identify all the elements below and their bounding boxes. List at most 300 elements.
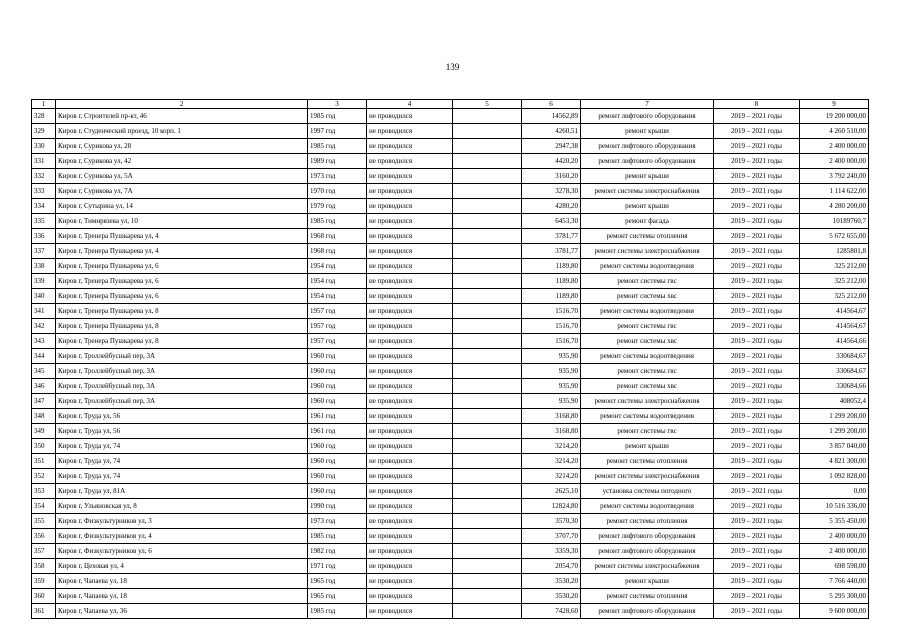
- table-row: [32, 274, 869, 289]
- area-cell: 3359,30: [522, 544, 581, 559]
- row-number: 335: [32, 214, 56, 229]
- previous-repair-cell: не проводился: [367, 334, 453, 349]
- empty-cell: [453, 304, 522, 319]
- area-cell: 935,90: [522, 364, 581, 379]
- area-cell: 3168,80: [522, 424, 581, 439]
- row-number: 329: [32, 124, 56, 139]
- table-row: [32, 484, 869, 499]
- table-row: [32, 349, 869, 364]
- cost-cell: 19 200 000,00: [800, 109, 869, 124]
- work-type-cell: ремонт системы отопления: [581, 514, 714, 529]
- repair-schedule-table: [31, 99, 869, 619]
- table-row: [32, 214, 869, 229]
- period-cell: 2019 – 2021 годы: [714, 349, 800, 364]
- build-year-cell: 1960 год: [308, 379, 367, 394]
- table-row: [32, 514, 869, 529]
- page-number: 139: [445, 62, 460, 72]
- build-year-cell: 1985 год: [308, 109, 367, 124]
- address-cell: Киров г, Строителей пр-кт, 46: [56, 109, 308, 124]
- build-year-cell: 1954 год: [308, 274, 367, 289]
- cost-cell: 5 672 655,00: [800, 229, 869, 244]
- row-number: 334: [32, 199, 56, 214]
- cost-cell: 325 212,00: [800, 259, 869, 274]
- previous-repair-cell: не проводился: [367, 544, 453, 559]
- empty-cell: [453, 244, 522, 259]
- work-type-cell: ремонт системы электроснабжения: [581, 394, 714, 409]
- empty-cell: [453, 409, 522, 424]
- row-number: 352: [32, 469, 56, 484]
- period-cell: 2019 – 2021 годы: [714, 424, 800, 439]
- empty-cell: [453, 184, 522, 199]
- row-number: 361: [32, 604, 56, 619]
- period-cell: 2019 – 2021 годы: [714, 364, 800, 379]
- empty-cell: [453, 199, 522, 214]
- cost-cell: 4 280 200,00: [800, 199, 869, 214]
- period-cell: 2019 – 2021 годы: [714, 469, 800, 484]
- cost-cell: 2 400 000,00: [800, 139, 869, 154]
- work-type-cell: ремонт фасада: [581, 214, 714, 229]
- empty-cell: [453, 544, 522, 559]
- column-number: 9: [800, 100, 869, 109]
- build-year-cell: 1985 год: [308, 214, 367, 229]
- work-type-cell: ремонт системы отопления: [581, 229, 714, 244]
- address-cell: Киров г, Троллейбусный пер, 3А: [56, 379, 308, 394]
- area-cell: 1516,70: [522, 319, 581, 334]
- work-type-cell: ремонт системы электроснабжения: [581, 184, 714, 199]
- previous-repair-cell: не проводился: [367, 199, 453, 214]
- work-type-cell: ремонт системы гвс: [581, 364, 714, 379]
- period-cell: 2019 – 2021 годы: [714, 454, 800, 469]
- area-cell: 3530,20: [522, 589, 581, 604]
- period-cell: 2019 – 2021 годы: [714, 529, 800, 544]
- build-year-cell: 1979 год: [308, 199, 367, 214]
- address-cell: Киров г, Труда ул, 81А: [56, 484, 308, 499]
- build-year-cell: 1985 год: [308, 529, 367, 544]
- previous-repair-cell: не проводился: [367, 109, 453, 124]
- build-year-cell: 1960 год: [308, 364, 367, 379]
- work-type-cell: ремонт системы хвс: [581, 334, 714, 349]
- work-type-cell: ремонт лифтового оборудования: [581, 109, 714, 124]
- empty-cell: [453, 394, 522, 409]
- work-type-cell: ремонт системы водоотведения: [581, 349, 714, 364]
- cost-cell: 330684,66: [800, 379, 869, 394]
- area-cell: 2054,70: [522, 559, 581, 574]
- work-type-cell: ремонт крыши: [581, 124, 714, 139]
- work-type-cell: ремонт системы хвс: [581, 289, 714, 304]
- previous-repair-cell: не проводился: [367, 349, 453, 364]
- empty-cell: [453, 514, 522, 529]
- empty-cell: [453, 334, 522, 349]
- previous-repair-cell: не проводился: [367, 424, 453, 439]
- row-number: 343: [32, 334, 56, 349]
- previous-repair-cell: не проводился: [367, 154, 453, 169]
- period-cell: 2019 – 2021 годы: [714, 604, 800, 619]
- cost-cell: 5 355 450,00: [800, 514, 869, 529]
- address-cell: Киров г, Сурикова ул, 5А: [56, 169, 308, 184]
- table-row: [32, 169, 869, 184]
- cost-cell: 1 114 622,00: [800, 184, 869, 199]
- previous-repair-cell: не проводился: [367, 514, 453, 529]
- work-type-cell: ремонт системы водоотведения: [581, 304, 714, 319]
- area-cell: 1189,80: [522, 274, 581, 289]
- period-cell: 2019 – 2021 годы: [714, 229, 800, 244]
- empty-cell: [453, 469, 522, 484]
- empty-cell: [453, 484, 522, 499]
- address-cell: Киров г, Тренера Пушкарева ул, 8: [56, 334, 308, 349]
- address-cell: Киров г, Троллейбусный пер, 3А: [56, 364, 308, 379]
- area-cell: 3707,70: [522, 529, 581, 544]
- column-number: 3: [308, 100, 367, 109]
- address-cell: Киров г, Труда ул, 74: [56, 469, 308, 484]
- cost-cell: 414564,66: [800, 334, 869, 349]
- build-year-cell: 1960 год: [308, 439, 367, 454]
- address-cell: Киров г, Тренера Пушкарева ул, 4: [56, 244, 308, 259]
- table-row: [32, 424, 869, 439]
- address-cell: Киров г, Цеховая ул, 4: [56, 559, 308, 574]
- period-cell: 2019 – 2021 годы: [714, 334, 800, 349]
- previous-repair-cell: не проводился: [367, 214, 453, 229]
- period-cell: 2019 – 2021 годы: [714, 199, 800, 214]
- row-number: 354: [32, 499, 56, 514]
- build-year-cell: 1957 год: [308, 319, 367, 334]
- address-cell: Киров г, Тренера Пушкарева ул, 8: [56, 304, 308, 319]
- work-type-cell: ремонт крыши: [581, 199, 714, 214]
- column-number: 4: [367, 100, 453, 109]
- area-cell: 3214,20: [522, 469, 581, 484]
- previous-repair-cell: не проводился: [367, 274, 453, 289]
- empty-cell: [453, 319, 522, 334]
- table-row: [32, 574, 869, 589]
- area-cell: 2625,10: [522, 484, 581, 499]
- row-number: 350: [32, 439, 56, 454]
- cost-cell: 325 212,00: [800, 274, 869, 289]
- empty-cell: [453, 364, 522, 379]
- row-number: 344: [32, 349, 56, 364]
- cost-cell: 414564,67: [800, 319, 869, 334]
- period-cell: 2019 – 2021 годы: [714, 514, 800, 529]
- period-cell: 2019 – 2021 годы: [714, 184, 800, 199]
- empty-cell: [453, 529, 522, 544]
- row-number: 359: [32, 574, 56, 589]
- work-type-cell: ремонт системы отопления: [581, 454, 714, 469]
- row-number: 353: [32, 484, 56, 499]
- cost-cell: 1 299 208,00: [800, 409, 869, 424]
- previous-repair-cell: не проводился: [367, 394, 453, 409]
- build-year-cell: 1965 год: [308, 589, 367, 604]
- previous-repair-cell: не проводился: [367, 289, 453, 304]
- build-year-cell: 1990 год: [308, 499, 367, 514]
- previous-repair-cell: не проводился: [367, 439, 453, 454]
- cost-cell: 0,00: [800, 484, 869, 499]
- cost-cell: 2 400 000,00: [800, 529, 869, 544]
- address-cell: Киров г, Физкультурников ул, 3: [56, 514, 308, 529]
- period-cell: 2019 – 2021 годы: [714, 124, 800, 139]
- table-row: [32, 184, 869, 199]
- table-row: [32, 409, 869, 424]
- column-number: 2: [56, 100, 308, 109]
- previous-repair-cell: не проводился: [367, 169, 453, 184]
- build-year-cell: 1971 год: [308, 559, 367, 574]
- work-type-cell: ремонт системы гвс: [581, 424, 714, 439]
- previous-repair-cell: не проводился: [367, 484, 453, 499]
- period-cell: 2019 – 2021 годы: [714, 289, 800, 304]
- empty-cell: [453, 499, 522, 514]
- cost-cell: 1 299 208,00: [800, 424, 869, 439]
- address-cell: Киров г, Чапаева ул, 18: [56, 589, 308, 604]
- build-year-cell: 1954 год: [308, 259, 367, 274]
- build-year-cell: 1968 год: [308, 229, 367, 244]
- previous-repair-cell: не проводился: [367, 574, 453, 589]
- work-type-cell: ремонт системы отопления: [581, 589, 714, 604]
- area-cell: 935,90: [522, 349, 581, 364]
- table-row: [32, 334, 869, 349]
- address-cell: Киров г, Тренера Пушкарева ул, 6: [56, 289, 308, 304]
- work-type-cell: ремонт крыши: [581, 574, 714, 589]
- period-cell: 2019 – 2021 годы: [714, 559, 800, 574]
- previous-repair-cell: не проводился: [367, 139, 453, 154]
- build-year-cell: 1973 год: [308, 169, 367, 184]
- area-cell: 12824,80: [522, 499, 581, 514]
- address-cell: Киров г, Чапаева ул, 36: [56, 604, 308, 619]
- period-cell: 2019 – 2021 годы: [714, 574, 800, 589]
- row-number: 346: [32, 379, 56, 394]
- period-cell: 2019 – 2021 годы: [714, 409, 800, 424]
- work-type-cell: ремонт лифтового оборудования: [581, 544, 714, 559]
- build-year-cell: 1965 год: [308, 574, 367, 589]
- table-row: [32, 199, 869, 214]
- build-year-cell: 1957 год: [308, 304, 367, 319]
- cost-cell: 3 792 240,00: [800, 169, 869, 184]
- work-type-cell: ремонт системы электроснабжения: [581, 469, 714, 484]
- column-number: 6: [522, 100, 581, 109]
- build-year-cell: 1960 год: [308, 349, 367, 364]
- row-number: 339: [32, 274, 56, 289]
- empty-cell: [453, 589, 522, 604]
- empty-cell: [453, 379, 522, 394]
- table-row: [32, 259, 869, 274]
- area-cell: 3168,80: [522, 409, 581, 424]
- previous-repair-cell: не проводился: [367, 319, 453, 334]
- empty-cell: [453, 109, 522, 124]
- address-cell: Киров г, Тимирязева ул, 10: [56, 214, 308, 229]
- table-row: [32, 499, 869, 514]
- cost-cell: 5 295 300,00: [800, 589, 869, 604]
- table-row: [32, 469, 869, 484]
- table-row: [32, 529, 869, 544]
- address-cell: Киров г, Сурикова ул, 7А: [56, 184, 308, 199]
- address-cell: Киров г, Тренера Пушкарева ул, 8: [56, 319, 308, 334]
- area-cell: 2947,38: [522, 139, 581, 154]
- row-number: 338: [32, 259, 56, 274]
- previous-repair-cell: не проводился: [367, 604, 453, 619]
- previous-repair-cell: не проводился: [367, 529, 453, 544]
- address-cell: Киров г, Троллейбусный пер, 3А: [56, 349, 308, 364]
- cost-cell: 330684,67: [800, 364, 869, 379]
- column-number: 5: [453, 100, 522, 109]
- cost-cell: 408052,4: [800, 394, 869, 409]
- column-number: 7: [581, 100, 714, 109]
- row-number: 328: [32, 109, 56, 124]
- empty-cell: [453, 169, 522, 184]
- empty-cell: [453, 424, 522, 439]
- row-number: 345: [32, 364, 56, 379]
- empty-cell: [453, 259, 522, 274]
- area-cell: 6453,30: [522, 214, 581, 229]
- empty-cell: [453, 274, 522, 289]
- address-cell: Киров г, Ульяновская ул, 8: [56, 499, 308, 514]
- build-year-cell: 1961 год: [308, 424, 367, 439]
- row-number: 347: [32, 394, 56, 409]
- build-year-cell: 1957 год: [308, 334, 367, 349]
- previous-repair-cell: не проводился: [367, 469, 453, 484]
- period-cell: 2019 – 2021 годы: [714, 274, 800, 289]
- previous-repair-cell: не проводился: [367, 589, 453, 604]
- build-year-cell: 1961 год: [308, 409, 367, 424]
- build-year-cell: 1960 год: [308, 484, 367, 499]
- previous-repair-cell: не проводился: [367, 304, 453, 319]
- previous-repair-cell: не проводился: [367, 184, 453, 199]
- table-row: [32, 379, 869, 394]
- address-cell: Киров г, Тренера Пушкарева ул, 6: [56, 259, 308, 274]
- address-cell: Киров г, Сурикова ул, 42: [56, 154, 308, 169]
- area-cell: 935,90: [522, 379, 581, 394]
- previous-repair-cell: не проводился: [367, 364, 453, 379]
- period-cell: 2019 – 2021 годы: [714, 319, 800, 334]
- table-row: [32, 439, 869, 454]
- empty-cell: [453, 229, 522, 244]
- empty-cell: [453, 604, 522, 619]
- row-number: 357: [32, 544, 56, 559]
- work-type-cell: установка системы погодного: [581, 484, 714, 499]
- empty-cell: [453, 454, 522, 469]
- work-type-cell: ремонт лифтового оборудования: [581, 139, 714, 154]
- previous-repair-cell: не проводился: [367, 559, 453, 574]
- cost-cell: 9 600 000,00: [800, 604, 869, 619]
- table-body: [32, 100, 869, 619]
- row-number: 360: [32, 589, 56, 604]
- cost-cell: 1285801,8: [800, 244, 869, 259]
- work-type-cell: ремонт системы электроснабжения: [581, 559, 714, 574]
- table-row: [32, 139, 869, 154]
- previous-repair-cell: не проводился: [367, 124, 453, 139]
- cost-cell: 330684,67: [800, 349, 869, 364]
- address-cell: Киров г, Физкультурников ул, 6: [56, 544, 308, 559]
- empty-cell: [453, 289, 522, 304]
- cost-cell: 4 260 510,00: [800, 124, 869, 139]
- address-cell: Киров г, Троллейбусный пер, 3А: [56, 394, 308, 409]
- area-cell: 1516,70: [522, 304, 581, 319]
- cost-cell: 1 092 828,00: [800, 469, 869, 484]
- address-cell: Киров г, Сурикова ул, 28: [56, 139, 308, 154]
- row-number: 342: [32, 319, 56, 334]
- row-number: 337: [32, 244, 56, 259]
- work-type-cell: ремонт лифтового оборудования: [581, 529, 714, 544]
- previous-repair-cell: не проводился: [367, 379, 453, 394]
- row-number: 358: [32, 559, 56, 574]
- build-year-cell: 1960 год: [308, 469, 367, 484]
- row-number: 333: [32, 184, 56, 199]
- table-row: [32, 544, 869, 559]
- row-number: 349: [32, 424, 56, 439]
- area-cell: 3214,20: [522, 439, 581, 454]
- build-year-cell: 1985 год: [308, 604, 367, 619]
- period-cell: 2019 – 2021 годы: [714, 379, 800, 394]
- table-row: [32, 394, 869, 409]
- table-row: [32, 364, 869, 379]
- table-row: [32, 154, 869, 169]
- build-year-cell: 1985 год: [308, 139, 367, 154]
- address-cell: Киров г, Труда ул, 74: [56, 454, 308, 469]
- area-cell: 3160,20: [522, 169, 581, 184]
- period-cell: 2019 – 2021 годы: [714, 169, 800, 184]
- period-cell: 2019 – 2021 годы: [714, 544, 800, 559]
- empty-cell: [453, 124, 522, 139]
- address-cell: Киров г, Труда ул, 56: [56, 424, 308, 439]
- table-row: [32, 304, 869, 319]
- address-cell: Киров г, Тренера Пушкарева ул, 4: [56, 229, 308, 244]
- area-cell: 3781,77: [522, 244, 581, 259]
- build-year-cell: 1968 год: [308, 244, 367, 259]
- cost-cell: 698 598,00: [800, 559, 869, 574]
- previous-repair-cell: не проводился: [367, 244, 453, 259]
- address-cell: Киров г, Чапаева ул, 18: [56, 574, 308, 589]
- row-number: 355: [32, 514, 56, 529]
- cost-cell: 3 857 040,00: [800, 439, 869, 454]
- column-number-row: [32, 100, 869, 109]
- work-type-cell: ремонт системы гвс: [581, 319, 714, 334]
- empty-cell: [453, 154, 522, 169]
- area-cell: 1189,80: [522, 259, 581, 274]
- build-year-cell: 1960 год: [308, 394, 367, 409]
- row-number: 330: [32, 139, 56, 154]
- area-cell: 7428,60: [522, 604, 581, 619]
- table-row: [32, 319, 869, 334]
- area-cell: 1516,70: [522, 334, 581, 349]
- row-number: 356: [32, 529, 56, 544]
- row-number: 340: [32, 289, 56, 304]
- previous-repair-cell: не проводился: [367, 259, 453, 274]
- address-cell: Киров г, Сутырина ул, 14: [56, 199, 308, 214]
- table-row: [32, 289, 869, 304]
- area-cell: 3214,20: [522, 454, 581, 469]
- empty-cell: [453, 559, 522, 574]
- table-row: [32, 229, 869, 244]
- work-type-cell: ремонт системы водоотведения: [581, 409, 714, 424]
- period-cell: 2019 – 2021 годы: [714, 439, 800, 454]
- build-year-cell: 1970 год: [308, 184, 367, 199]
- area-cell: 3781,77: [522, 229, 581, 244]
- cost-cell: 2 400 000,00: [800, 544, 869, 559]
- area-cell: 4420,20: [522, 154, 581, 169]
- build-year-cell: 1973 год: [308, 514, 367, 529]
- table-row: [32, 604, 869, 619]
- period-cell: 2019 – 2021 годы: [714, 394, 800, 409]
- cost-cell: 414564,67: [800, 304, 869, 319]
- row-number: 341: [32, 304, 56, 319]
- table-row: [32, 559, 869, 574]
- work-type-cell: ремонт системы гвс: [581, 274, 714, 289]
- work-type-cell: ремонт лифтового оборудования: [581, 154, 714, 169]
- empty-cell: [453, 574, 522, 589]
- build-year-cell: 1989 год: [308, 154, 367, 169]
- period-cell: 2019 – 2021 годы: [714, 154, 800, 169]
- row-number: 348: [32, 409, 56, 424]
- previous-repair-cell: не проводился: [367, 454, 453, 469]
- empty-cell: [453, 139, 522, 154]
- work-type-cell: ремонт крыши: [581, 439, 714, 454]
- previous-repair-cell: не проводился: [367, 499, 453, 514]
- area-cell: 3278,30: [522, 184, 581, 199]
